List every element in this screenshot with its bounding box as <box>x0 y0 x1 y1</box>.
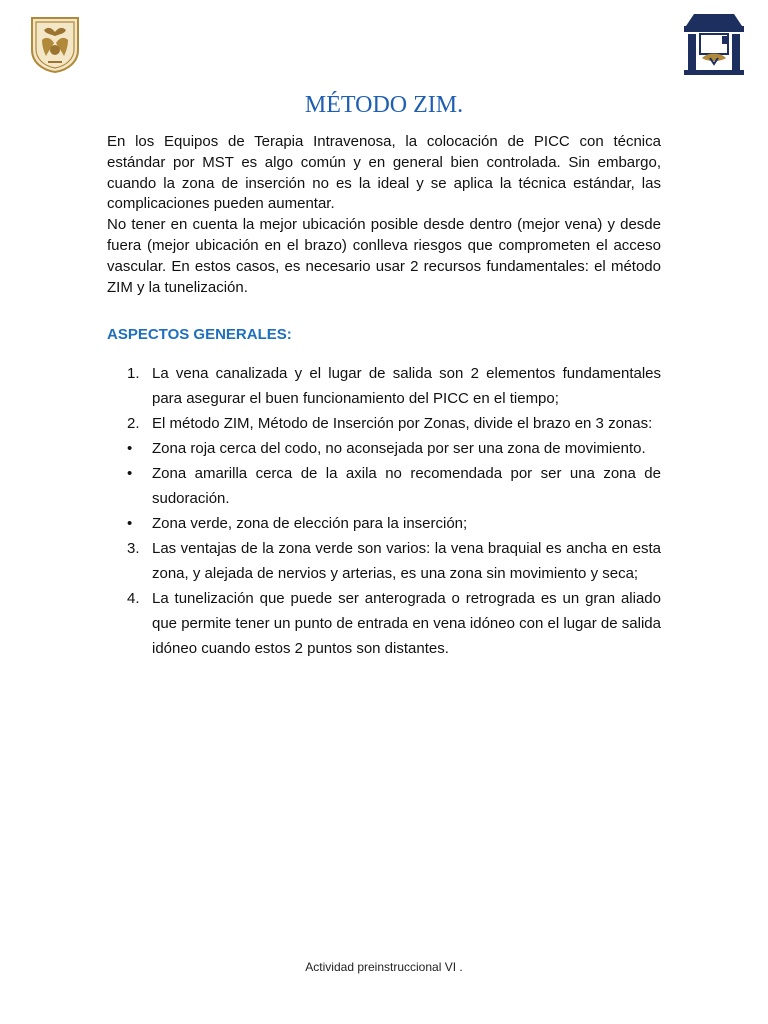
list-item <box>107 361 661 411</box>
bullet-item <box>107 436 661 461</box>
list-item-number: 4. <box>127 590 140 607</box>
university-seal-icon <box>24 12 86 74</box>
bullet-text: Zona verde, zona de elección para la inserción; <box>152 515 468 532</box>
list-item-text: La tunelización que puede ser anterograda o retrograda es un gran aliado que permite tener un punto de entrada en vena idóneo con el lugar de salida idóneo cuando estos 2 puntos son distantes. <box>152 590 661 657</box>
bullet-icon: • <box>127 515 133 532</box>
bullet-item <box>107 461 661 511</box>
list-item <box>107 586 661 661</box>
list-item-number: 1. <box>127 365 140 382</box>
list-item-text: El método ZIM, Método de Inserción por Zonas, divide el brazo en 3 zonas: <box>152 415 653 432</box>
intro-paragraph-2: No tener en cuenta la mejor ubicación posible desde dentro (mejor vena) y desde fuera (mejor ubicación en el brazo) conlleva riesgos que comprometen el acceso vascular. En estos casos, es necesario usar 2 recursos fundamentales: el método ZIM y la tunelización. <box>107 216 661 296</box>
zone-bullet-list <box>107 436 661 536</box>
page-footer: Actividad preinstruccional VI . <box>305 960 463 974</box>
intro-paragraph-1: En los Equipos de Terapia Intravenosa, la colocación de PICC con técnica estándar por MST es algo común y en general bien controlada. Sin embargo, cuando la zona de inserción no es la ideal y se aplica la técnica estándar, las complicaciones pueden aumentar. <box>107 133 661 213</box>
bullet-icon: • <box>127 465 133 482</box>
bullet-text: Zona roja cerca del codo, no aconsejada por ser una zona de movimiento. <box>152 440 646 457</box>
section-heading: ASPECTOS GENERALES: <box>107 326 292 343</box>
intro-text <box>107 132 661 298</box>
list-item-text: Las ventajas de la zona verde son varios: la vena braquial es ancha en esta zona, y alejada de nervios y arterias, es una zona sin movimiento y seca; <box>152 540 661 582</box>
bullet-text: Zona amarilla cerca de la axila no recomendada por ser una zona de sudoración. <box>152 465 661 507</box>
institution-building-icon <box>680 12 748 78</box>
bullet-group <box>107 436 661 536</box>
list-item-number: 2. <box>127 415 140 432</box>
list-item <box>107 411 661 436</box>
list-item-number: 3. <box>127 540 140 557</box>
list-item-text: La vena canalizada y el lugar de salida son 2 elementos fundamentales para asegurar el buen funcionamiento del PICC en el tiempo; <box>152 365 661 407</box>
bullet-item <box>107 511 661 536</box>
numbered-list <box>107 361 661 661</box>
list-item <box>107 536 661 586</box>
document-title: MÉTODO ZIM. <box>304 92 464 118</box>
bullet-icon: • <box>127 440 133 457</box>
